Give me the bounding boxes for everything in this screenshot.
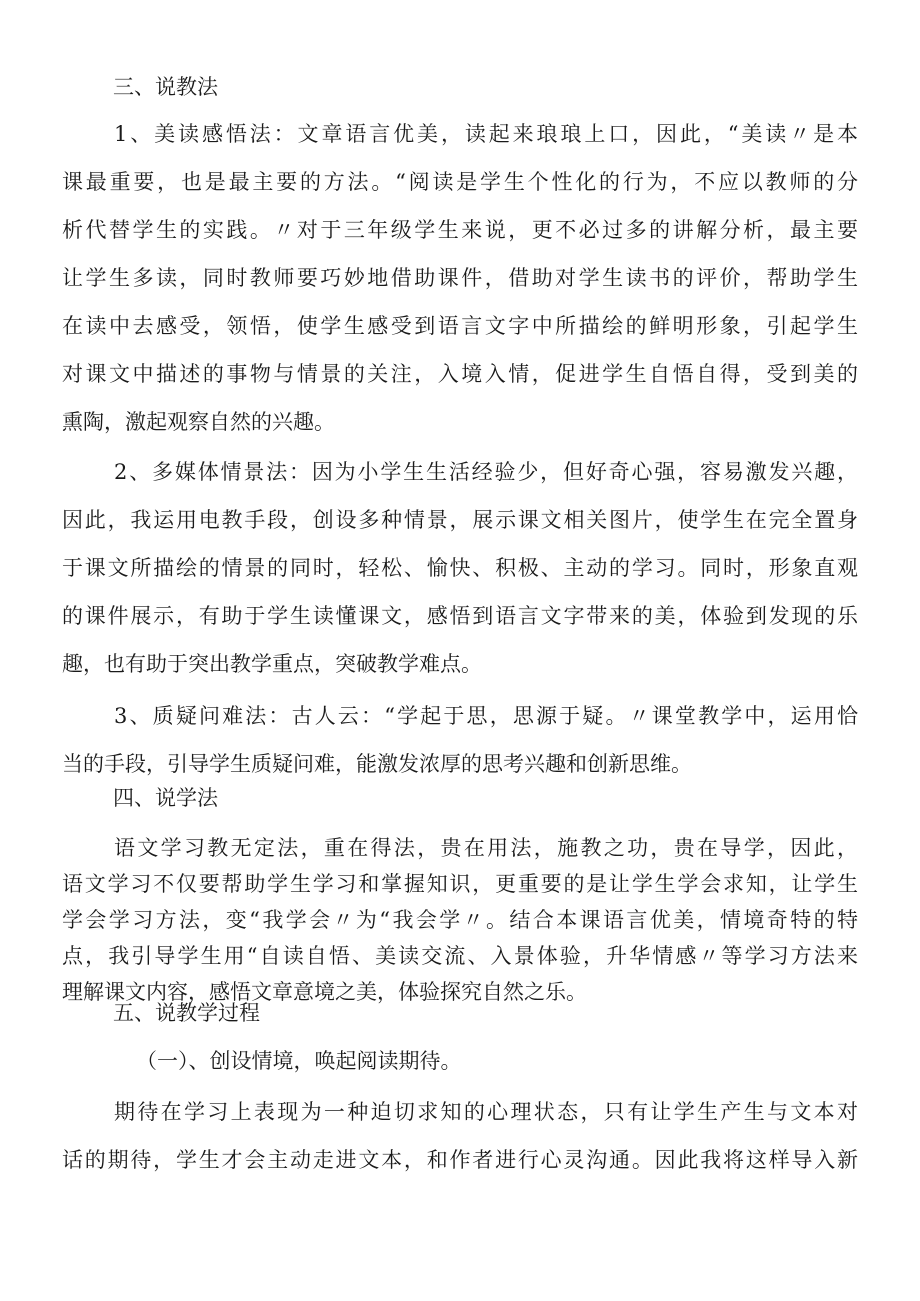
paragraph-questioning-method — [62, 692, 858, 788]
text-line: 对课文中描述的事物与情景的关注，入境入情，促进学生自悟自得，受到美的 — [62, 362, 858, 386]
text-line: 熏陶，激起观察自然的兴趣。 — [62, 410, 335, 434]
text-line: 当的手段，引导学生质疑问难，能激发浓厚的思考兴趣和创新思维。 — [62, 752, 692, 776]
text-line: 学会学习方法，变“我学会〃为“我会学〃。结合本课语言优美，情境奇特的特 — [62, 908, 858, 932]
text-line: 析代替学生的实践。〃对于三年级学生来说，更不必过多的讲解分析，最主要 — [62, 218, 858, 242]
text-line: 2、多媒体情景法：因为小学生生活经验少，但好奇心强，容易激发兴趣， — [114, 460, 858, 484]
text-line: 让学生多读，同时教师要巧妙地借助课件，借助对学生读书的评价，帮助学生 — [62, 266, 858, 290]
text-line: 语文学习不仅要帮助学生学习和掌握知识，更重要的是让学生学会求知，让学生 — [62, 872, 858, 896]
text-line: 趣，也有助于突出教学重点，突破教学难点。 — [62, 652, 482, 676]
text-line: 在读中去感受，领悟，使学生感受到语言文字中所描绘的鲜明形象，引起学生 — [62, 314, 858, 338]
paragraph-learning-methods — [62, 830, 858, 1010]
text-line: 理解课文内容，感悟文章意境之美，体验探究自然之乐。 — [62, 980, 587, 1004]
text-line: 的课件展示，有助于学生读懂课文，感悟到语言文字带来的美，体验到发现的乐 — [62, 604, 858, 628]
section-heading-teaching-methods: 三、说教法 — [113, 75, 218, 99]
text-line: 话的期待，学生才会主动走进文本，和作者进行心灵沟通。因此我将这样导入新 — [62, 1148, 858, 1172]
paragraph-reading-method — [62, 110, 858, 446]
text-line: 课最重要，也是最主要的方法。“阅读是学生个性化的行为，不应以教师的分 — [62, 170, 858, 194]
text-line: 期待在学习上表现为一种迫切求知的心理状态，只有让学生产生与文本对 — [114, 1100, 858, 1124]
text-line: 语文学习教无定法，重在得法，贵在用法，施教之功，贵在导学，因此， — [114, 836, 858, 860]
paragraph-anticipation — [62, 1088, 858, 1184]
text-line: 因此，我运用电教手段，创设多种情景，展示课文相关图片，使学生在完全置身 — [62, 508, 858, 532]
section-heading-learning-methods: 四、说学法 — [113, 786, 218, 810]
text-line: 1、美读感悟法：文章语言优美，读起来琅琅上口，因此，“美读〃是本 — [114, 122, 858, 146]
text-line: 3、质疑问难法：古人云：“学起于思，思源于疑。〃课堂教学中，运用恰 — [114, 704, 858, 728]
text-line: 于课文所描绘的情景的同时，轻松、愉快、积极、主动的学习。同时，形象直观 — [62, 556, 858, 580]
text-line: 点，我引导学生用“自读自悟、美读交流、入景体验，升华情感〃等学习方法来 — [62, 944, 858, 968]
paragraph-multimedia-method — [62, 448, 858, 688]
section-heading-teaching-process: 五、说教学过程 — [113, 1001, 260, 1025]
subheading-create-context: （一）、创设情境，唤起阅读期待。 — [136, 1049, 462, 1073]
